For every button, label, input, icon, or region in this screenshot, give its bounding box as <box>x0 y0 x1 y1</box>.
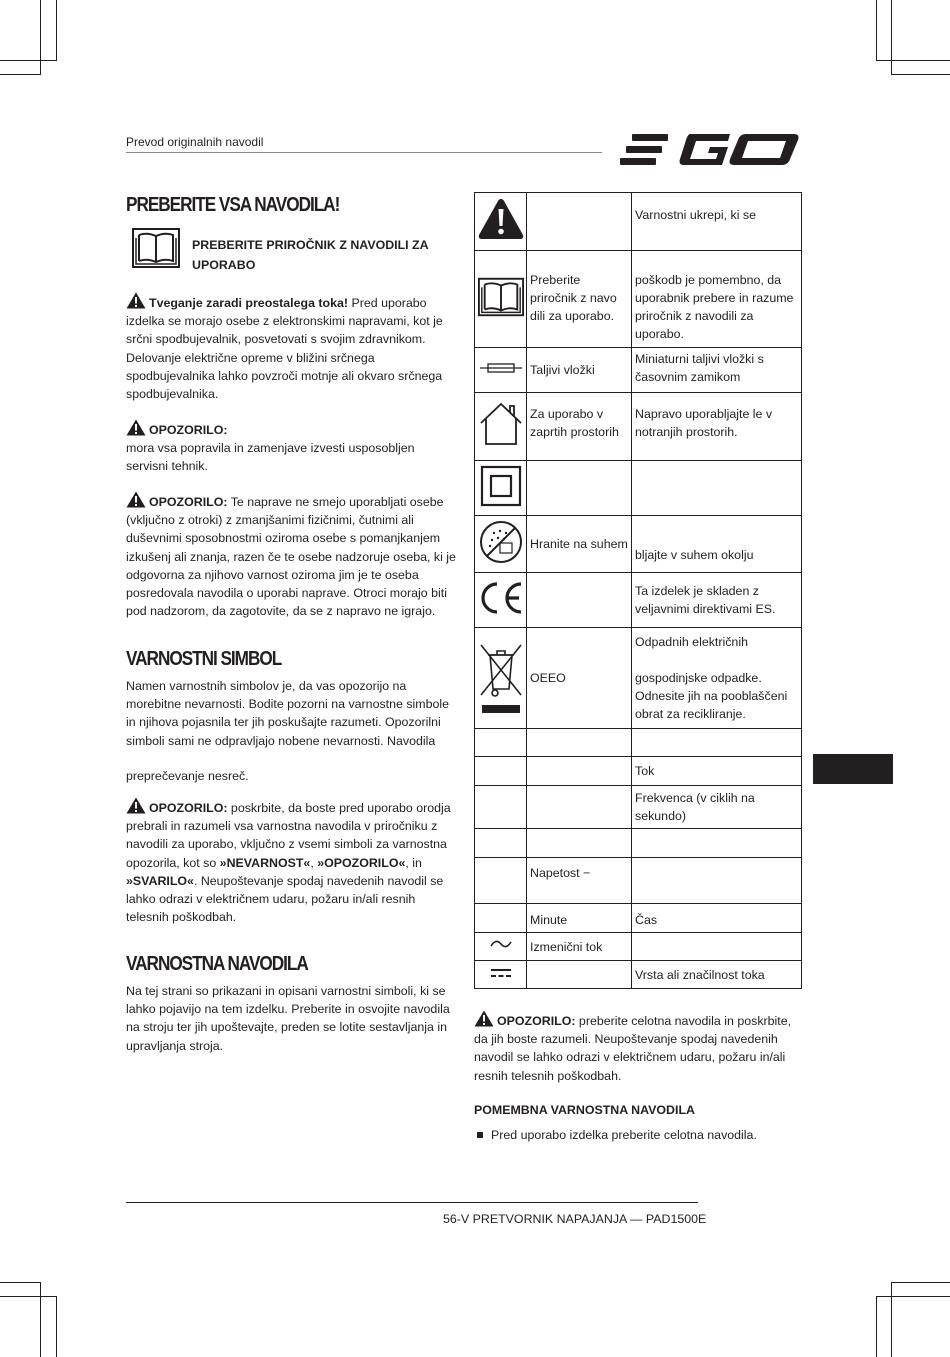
table-row <box>475 461 802 516</box>
icon-cell <box>475 904 527 933</box>
symbol-desc: Čas <box>632 904 802 933</box>
symbol-desc: Tok <box>632 757 802 786</box>
table-row <box>475 904 802 933</box>
symbol-desc: Miniaturni taljivi vložki s časovnim zamikom <box>632 348 802 393</box>
p1-bold: Tveganje zaradi preostalega toka! <box>149 296 349 310</box>
crop-mark <box>40 0 41 75</box>
icon-cell <box>475 628 527 729</box>
symbol-name: Napetost − <box>527 858 632 904</box>
symbol-name: Izmenični tok <box>527 933 632 961</box>
warning-triangle-icon <box>477 197 525 241</box>
crop-mark <box>40 1282 41 1357</box>
icon-cell <box>475 829 527 858</box>
crop-mark <box>0 1282 40 1283</box>
warn-bold: OPOZORILO: <box>497 1014 576 1028</box>
crop-mark <box>0 74 40 75</box>
table-row <box>475 516 802 573</box>
crop-mark <box>891 0 892 75</box>
house-icon <box>477 401 525 447</box>
symbol-name <box>527 193 632 251</box>
footer-text: 56-V PRETVORNIK NAPAJANJA — PAD1500E <box>443 1212 707 1226</box>
ce-mark-icon <box>477 580 525 616</box>
crop-mark <box>56 0 57 61</box>
section-heading-safety-instructions: VARNOSTNA NAVODILA <box>126 953 308 975</box>
table-row <box>475 393 802 461</box>
table-row <box>475 193 802 251</box>
keep-dry-icon <box>478 519 524 565</box>
p1-text: Pred uporabo izdelka se morajo osebe z elektronskimi napravami, kot je srčni spodbujevalnik, posvetovati s svojim zdravnikom. Delovanje električne opreme v bližini srčnega spodbujevalnika lahko povzroči motnje ali okvaro srčnega spodbujevalnika. <box>126 296 443 402</box>
crop-mark <box>876 1296 877 1357</box>
table-row <box>475 573 802 628</box>
symbol-desc: Frekvenca (v ciklih na sekundo) <box>632 786 802 829</box>
icon-cell <box>475 933 527 961</box>
paragraph-warning-persons <box>126 491 456 620</box>
symbol-name: OEEO <box>527 628 632 729</box>
table-row <box>475 628 802 729</box>
symbol-name: Za uporabo v zaprtih prostorih <box>527 393 632 461</box>
symbol-name: Minute <box>527 904 632 933</box>
symbol-name: Preberite priročnik z navo dili za uporabo. <box>527 251 632 348</box>
warning-icon <box>126 419 146 436</box>
caution-term: »SVARILO« <box>126 873 194 888</box>
weee-desc-line2: gospodinjske odpadke. Odnesite jih na pooblaščeni obrat za recikliranje. <box>635 671 788 721</box>
paragraph-symbol-purpose: Namen varnostnih simbolov je, da vas opozorijo na morebitne nevarnosti. Bodite pozorni na varnostne simbole in njihova pojasnila ter jih poskušajte razumeti. Opozorilni simboli sami ne odpravljajo nobene nevarnosti. Navodila <box>126 679 450 748</box>
read-manual-icon <box>131 227 181 274</box>
p6-text-end: . Neupoštevanje spodaj navedenih navodil se lahko odrazi v električnem udaru, požaru in/ali resnih telesnih poškodbah. <box>126 873 444 925</box>
symbol-name <box>527 786 632 829</box>
symbol-table <box>474 192 802 989</box>
symbol-desc <box>632 933 802 961</box>
bullet-icon <box>477 1132 483 1138</box>
paragraph-warning-repairs <box>126 419 456 476</box>
paragraph-warning-read-all <box>474 1010 804 1085</box>
danger-term: »NEVARNOST« <box>219 855 311 870</box>
symbol-name <box>527 461 632 516</box>
warning-icon <box>474 1010 494 1027</box>
symbol-desc <box>632 829 802 858</box>
symbol-desc: Varnostni ukrepi, ki se <box>632 193 802 251</box>
p6-bold: OPOZORILO: <box>149 801 228 815</box>
p6-text: poskrbite, da boste pred uporabo orodja prebrali in razumeli vsa varnostna navodila v priročniku z navodili za uporabo, vključno z vsemi simboli za varnostna opozorila, kot so <box>126 801 451 870</box>
ego-logo <box>618 128 802 172</box>
symbol-name: Hranite na suhem <box>527 516 632 573</box>
table-row <box>475 729 802 757</box>
symbol-name <box>527 961 632 989</box>
manual-heading: PREBERITE PRIROČNIK Z NAVODILI ZA UPORABO <box>192 238 429 272</box>
table-row <box>475 348 802 393</box>
p2-text: mora vsa popravila in zamenjave izvesti usposobljen servisni tehnik. <box>126 441 415 474</box>
section-heading-read-all: PREBERITE VSA NAVODILA! <box>126 194 340 216</box>
header-rule <box>126 152 602 153</box>
crop-mark <box>876 1296 950 1297</box>
icon-cell <box>475 251 527 348</box>
icon-cell <box>475 393 527 461</box>
symbol-desc: Napravo uporabljajte le v notranjih prostorih. <box>632 393 802 461</box>
important-heading: POMEMBNA VARNOSTNA NAVODILA <box>474 1103 695 1117</box>
weee-bin-icon <box>477 633 525 719</box>
icon-cell <box>475 786 527 829</box>
warning-icon <box>126 292 146 309</box>
table-row <box>475 757 802 786</box>
icon-cell <box>475 516 527 573</box>
p3-bold: OPOZORILO: <box>149 495 228 509</box>
symbol-name <box>527 573 632 628</box>
crop-mark <box>891 1282 892 1357</box>
icon-cell <box>475 193 527 251</box>
icon-cell <box>475 348 527 393</box>
separator: , in <box>405 855 422 870</box>
symbol-desc <box>632 729 802 757</box>
warn-text: preberite celotna navodila in poskrbite, da jih boste razumeli. Neupoštevanje spodaj navedenih navodil se lahko odrazi v električnem udaru, požaru in/ali resnih telesnih poškodbah. <box>474 1014 792 1083</box>
double-insulation-icon <box>479 464 523 508</box>
p3-text: Te naprave ne smejo uporabljati osebe (vključno z otroki) z zmanjšanimi fizičnimi, čutnimi ali duševnimi sposobnostmi oziroma osebe s pomanjkanjem izkušenj ali znanja, razen če te osebe nadzoruje oseba, ki je odgovorna za njihovo varnost oziroma jim je te oseba posredovala navodila o uporabi naprave. Otroci morajo biti pod nadzorom, da zagotovite, da se z napravo ne igrajo. <box>126 495 456 619</box>
symbol-desc: Ta izdelek je skladen z veljavnimi direktivami ES. <box>632 573 802 628</box>
paragraph-accident-prevention: preprečevanje nesreč. <box>126 769 249 783</box>
icon-cell <box>475 961 527 989</box>
crop-mark <box>0 1296 57 1297</box>
bullet-text: Pred uporabo izdelka preberite celotna navodila. <box>491 1128 757 1142</box>
p2-bold: OPOZORILO: <box>149 423 228 437</box>
symbol-desc <box>632 461 802 516</box>
symbol-desc: Vrsta ali značilnost toka <box>632 961 802 989</box>
table-row <box>475 858 802 904</box>
header-title: Prevod originalnih navodil <box>126 135 264 149</box>
separator: , <box>310 855 318 870</box>
chapter-tab-marker <box>813 754 893 784</box>
paragraph-warning-read <box>126 797 456 926</box>
symbol-name: Taljivi vložki <box>527 348 632 393</box>
table-row <box>475 251 802 348</box>
icon-cell <box>475 573 527 628</box>
icon-cell <box>475 757 527 786</box>
crop-mark <box>0 60 57 61</box>
icon-cell <box>475 729 527 757</box>
warning-term: »OPOZORILO« <box>317 855 406 870</box>
symbol-desc <box>632 858 802 904</box>
symbol-desc: poškodb je pomembno, da uporabnik prebere in razume priročnik z navodili za uporabo. <box>632 251 802 348</box>
symbol-name <box>527 829 632 858</box>
warning-icon <box>126 491 146 508</box>
symbol-desc: bljajte v suhem okolju <box>632 516 802 573</box>
list-item <box>474 1128 757 1142</box>
symbol-name <box>527 757 632 786</box>
crop-mark <box>891 74 950 75</box>
crop-mark <box>56 1296 57 1357</box>
paragraph-safety-instructions: Na tej strani so prikazani in opisani varnostni simboli, ki se lahko pojavijo na tem izdelku. Preberite in osvojite navodila na stroju ter jih upoštevajte, preden se lotite sestavljanja in upravljanja stroja. <box>126 984 450 1053</box>
icon-cell <box>475 461 527 516</box>
crop-mark <box>876 0 877 61</box>
icon-cell <box>475 858 527 904</box>
crop-mark <box>876 60 950 61</box>
crop-mark <box>891 1282 950 1283</box>
symbol-desc <box>632 628 802 729</box>
read-manual-icon <box>477 276 525 318</box>
table-row <box>475 933 802 961</box>
footer-rule <box>126 1202 698 1203</box>
weee-desc-line1: Odpadnih električnih <box>635 635 748 649</box>
table-row <box>475 961 802 989</box>
symbol-name <box>527 729 632 757</box>
table-row <box>475 829 802 858</box>
dc-symbol-icon <box>488 967 514 979</box>
table-row <box>475 786 802 829</box>
ac-symbol-icon <box>488 937 514 951</box>
section-heading-safety-symbol: VARNOSTNI SIMBOL <box>126 648 282 670</box>
fuse-icon <box>477 361 525 375</box>
paragraph-residual-current <box>126 292 456 403</box>
warning-icon <box>126 797 146 814</box>
